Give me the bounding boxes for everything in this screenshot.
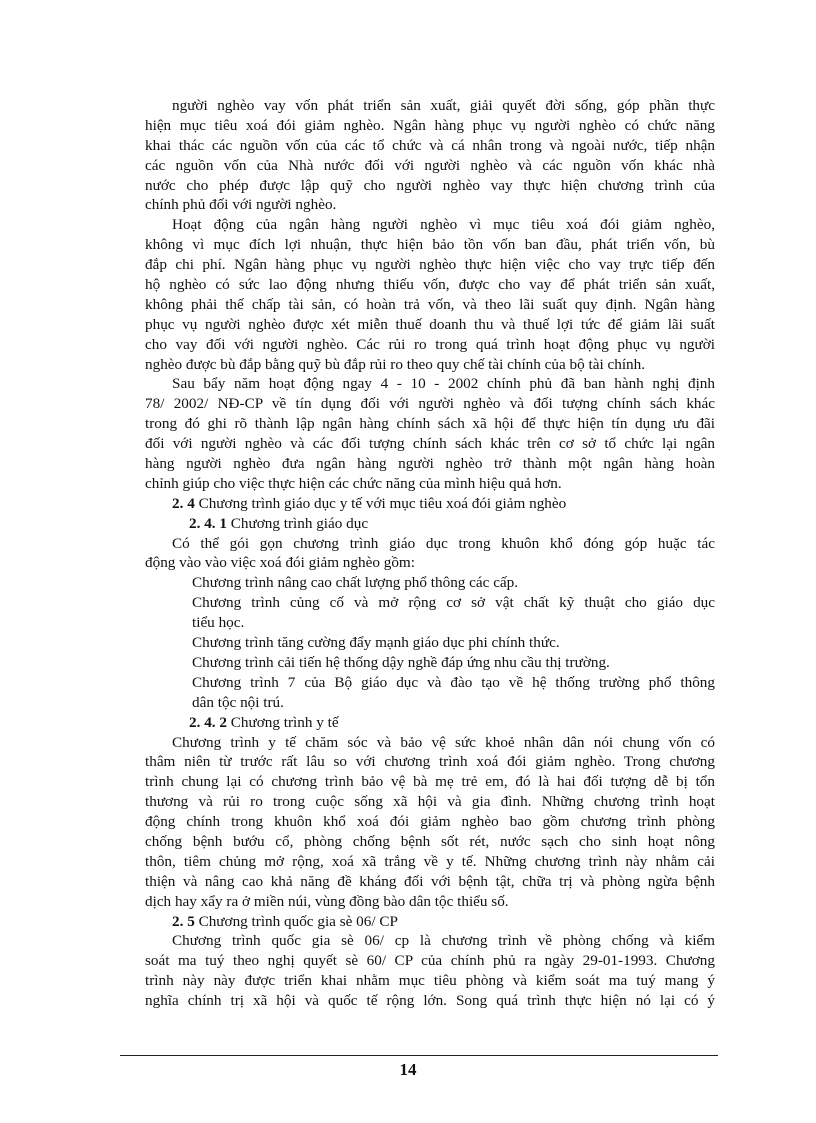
section-number: 2. 5 <box>172 912 195 930</box>
text-line: động chính trong khuôn khổ xoá đói giảm nghèo bao gồm chương trình phòng <box>145 813 715 831</box>
list-item-text: Chương trình nâng cao chất lượng phổ thông các cấp. <box>192 574 519 592</box>
text-line: 78/ 2002/ NĐ-CP về tín dụng đối với người nghèo và đối tượng chính sách khác <box>145 395 715 413</box>
section-number: 2. 4. 1 <box>189 514 227 532</box>
paragraph <box>145 215 715 374</box>
text-line: soát ma tuý theo nghị quyết sè 60/ CP của chính phủ ra ngày 29-01-1993. Chương <box>145 952 715 970</box>
text-line: chỉnh giúp cho việc thực hiện các chức năng của mình hiệu quả hơn. <box>145 474 562 492</box>
section-heading <box>145 494 715 514</box>
subsection-heading <box>145 713 715 733</box>
text-line: hiện mục tiêu xoá đói giảm nghèo. Ngân hàng phục vụ người nghèo có chức năng <box>145 116 715 134</box>
list-item <box>145 593 715 633</box>
paragraph <box>145 96 715 215</box>
text-line: cho vay đối với người nghèo. Các rủi ro trong quá trình hoạt động phục vụ người <box>145 335 715 353</box>
list-item-text: tiểu học. <box>192 614 245 632</box>
text-line: dịch hay xẩy ra ở miền núi, vùng đồng bào dân tộc thiểu số. <box>145 892 509 910</box>
paragraph <box>145 534 715 574</box>
section-title: Chương trình quốc gia sè 06/ CP <box>194 912 398 930</box>
text-line: thôn, tiêm chủng mở rộng, xoá xã trắng về y tế. Những chương trình này nhằm cải <box>145 852 715 870</box>
text-line: trong đó ghi rõ thành lập ngân hàng chính sách xã hội để thực hiện tín dụng ưu đãi <box>145 415 715 433</box>
text-line: nghèo được bù đắp bằng quỹ bù đắp rủi ro theo quy chế tài chính của bộ tài chính. <box>145 355 646 373</box>
text-line: Có thể gói gọn chương trình giáo dục trong khuôn khổ đóng góp huặc tác <box>172 534 715 552</box>
body-text <box>145 96 715 1011</box>
text-line: chính phủ đối với người nghèo. <box>145 196 337 214</box>
text-line: nghĩa chính trị xã hội và quốc tế rộng lớn. Song quá trình thực hiện nó lại có ý <box>145 992 715 1010</box>
footer-divider <box>120 1055 718 1056</box>
page-number: 14 <box>399 1060 417 1079</box>
paragraph <box>145 733 715 912</box>
text-line: phục vụ người nghèo được xét miễn thuế doanh thu và thuế lợi tức để giảm lãi suất <box>145 315 715 333</box>
text-line: khai thác các nguồn vốn của các tổ chức và cá nhân trong và ngoài nước, tiếp nhận <box>145 136 715 154</box>
list-item <box>145 633 715 653</box>
text-line: đắp chi phí. Ngân hàng phục vụ người nghèo thực hiện việc cho vay trực tiếp đến <box>145 256 715 274</box>
paragraph <box>145 374 715 493</box>
text-line: người nghèo vay vốn phát triển sản xuất, giải quyết đời sống, góp phần thực <box>172 97 715 114</box>
text-line: Chương trình quốc gia sè 06/ cp là chương trình về phòng chống và kiểm <box>172 932 715 950</box>
text-line: Sau bẩy năm hoạt động ngay 4 - 10 - 2002 chính phủ đã ban hành nghị định <box>172 375 715 393</box>
text-line: chống bệnh bướu cổ, phòng chống bệnh sốt rét, nước sạch cho sinh hoạt nông <box>145 832 715 850</box>
text-line: hàng người nghèo đưa ngân hàng người nghèo trở thành một ngân hàng hoàn <box>145 455 715 473</box>
list-item <box>145 573 715 593</box>
text-line: thâm niên từ trước rất lâu so với chương trình xoá đói giảm nghèo. Trong chương <box>145 753 715 771</box>
text-line: nước cho phép được lập quỹ cho người nghèo vay thực hiện chương trình của <box>145 176 715 194</box>
text-line: đối với người nghèo và các đối tượng chính sách khác trên cơ sở tổ chức lại ngân <box>145 435 715 453</box>
list-item-text: Chương trình củng cố và mở rộng cơ sở vật chất kỹ thuật cho giáo dục <box>192 594 715 612</box>
text-line: trình chung lại có chương trình bảo vệ bà mẹ trẻ em, đó là hai đối tượng dễ bị tổn <box>145 773 715 791</box>
list-item <box>145 653 715 673</box>
text-line: hộ nghèo có sức lao động nhưng thiếu vốn, được cho vay để phát triển sản xuất, <box>145 276 715 294</box>
section-title: Chương trình giáo dục <box>226 514 369 532</box>
list-item <box>145 673 715 713</box>
subsection-heading <box>145 514 715 534</box>
text-line: các nguồn vốn của Nhà nước đối với người nghèo và các nguồn vốn khác nhà <box>145 156 715 174</box>
text-line: thiện và nâng cao khả năng đề kháng đối với bệnh tật, chữa trị và phòng ngừa bệnh <box>145 872 715 890</box>
text-line: Chương trình y tế chăm sóc và bảo vệ sức khoẻ nhân dân nói chung vốn có <box>172 733 715 751</box>
text-line: không phải thế chấp tài sản, có hoàn trả vốn, và theo lãi suất quy định. Ngân hàng <box>145 295 715 313</box>
section-number: 2. 4. 2 <box>189 713 227 731</box>
section-heading <box>145 912 715 932</box>
text-line: Hoạt động của ngân hàng người nghèo vì mục tiêu xoá đói giảm nghèo, <box>172 216 715 234</box>
text-line: trình này này được triển khai nhằm mục tiêu phòng và kiểm soát ma tuý mang ý <box>145 972 715 990</box>
list-item-text: Chương trình cải tiến hệ thống dậy nghề đáp ứng nhu cầu thị trường. <box>192 653 610 671</box>
text-line: không vì mục đích lợi nhuận, thực hiện bảo tồn vốn ban đầu, phát triển vốn, bù <box>145 236 715 254</box>
list-item-text: Chương trình 7 của Bộ giáo dục và đào tạo về hệ thống trường phổ thông <box>192 673 715 691</box>
bullet-list <box>145 573 715 712</box>
section-title: Chương trình y tế <box>226 713 339 731</box>
section-title: Chương trình giáo dục y tế với mục tiêu xoá đói giảm nghèo <box>194 494 567 512</box>
section-number: 2. 4 <box>172 494 195 512</box>
paragraph <box>145 931 715 1011</box>
text-line: động vào vào việc xoá đói giảm nghèo gồm: <box>145 554 415 572</box>
list-item-text: Chương trình tăng cường đẩy mạnh giáo dục phi chính thức. <box>192 634 560 652</box>
text-line: thương và rủi ro trong cuộc sống xã hội và gia đình. Những chương trình hoạt <box>145 793 715 811</box>
list-item-text: dân tộc nội trú. <box>192 693 284 711</box>
